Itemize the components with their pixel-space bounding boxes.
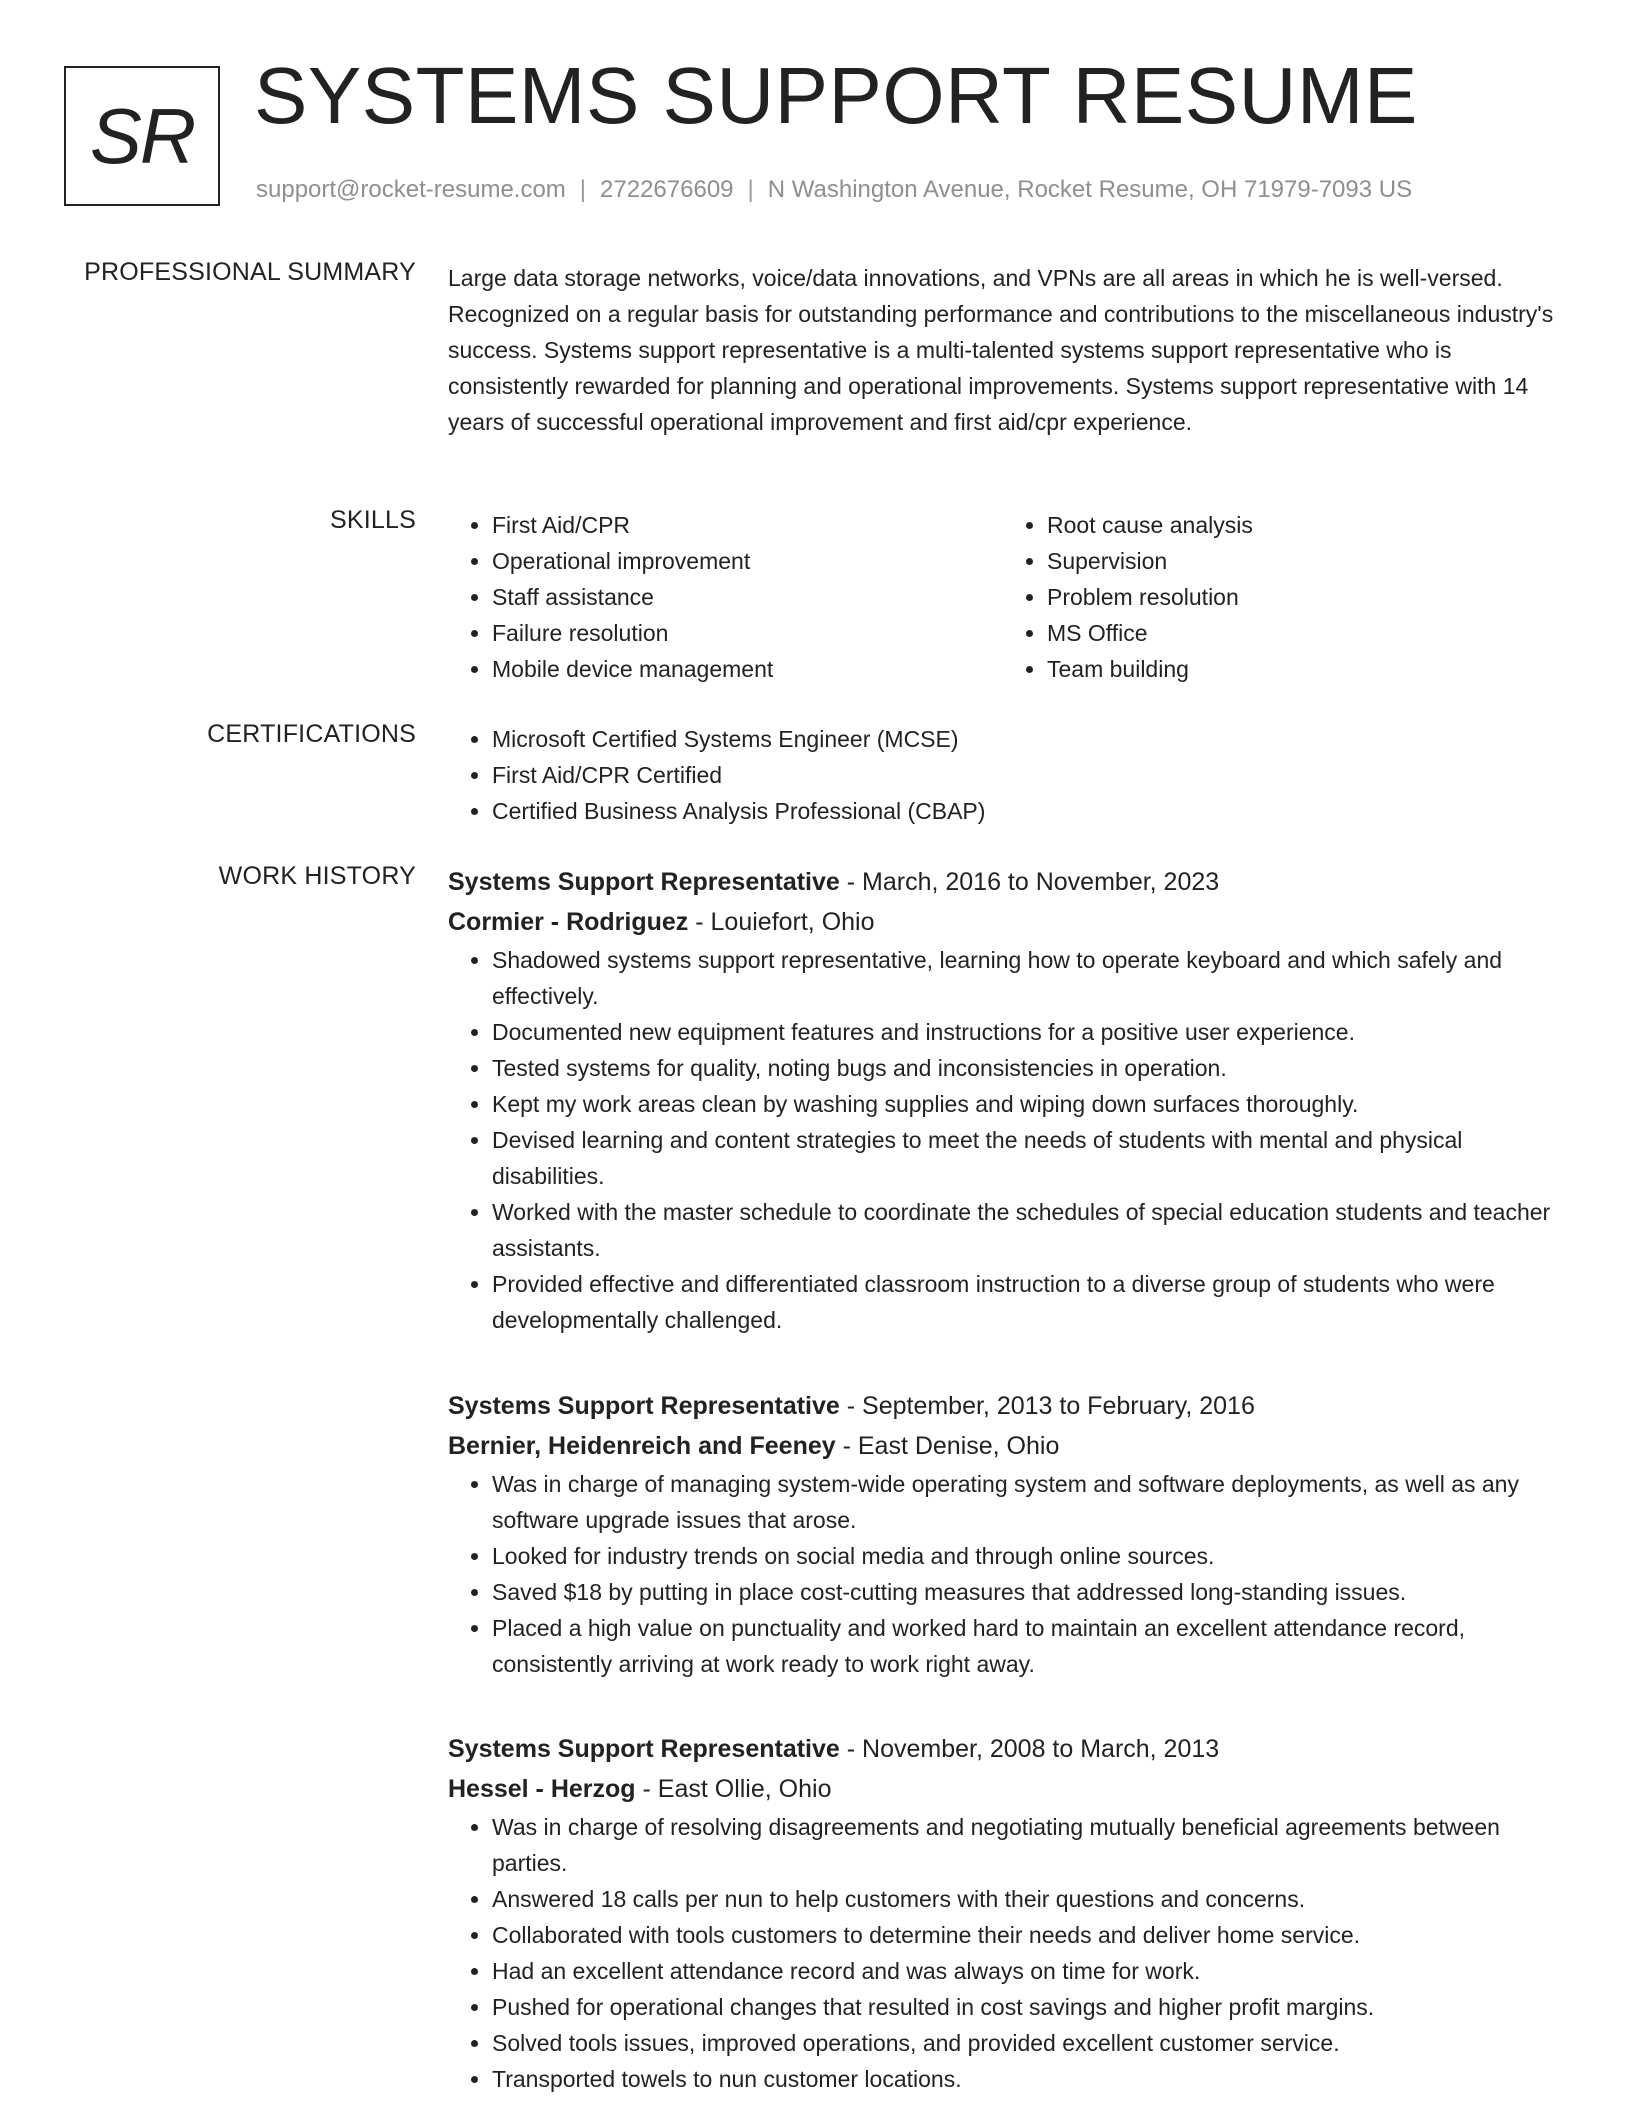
job-role: Systems Support Representative [448,868,840,896]
list-item: • Team building [1047,651,1558,687]
list-item: • MS Office [1047,615,1558,651]
job-role: Systems Support Representative [448,1392,840,1420]
job-dates: - September, 2013 to February, 2016 [846,1392,1255,1420]
job-location: - Louiefort, Ohio [695,908,875,936]
job-entry [448,1729,1558,2097]
job-entry [448,862,1558,1338]
list-item: • Certified Business Analysis Professional (CBAP) [492,793,1558,829]
skills-list-right [1003,507,1558,687]
monogram-logo [64,66,220,206]
list-item: • Documented new equipment features and instructions for a positive user experience. [492,1014,1558,1050]
certifications-list [448,721,1558,829]
list-item: • First Aid/CPR Certified [492,757,1558,793]
job-location: - East Denise, Ohio [842,1432,1060,1460]
list-item: • Failure resolution [492,615,1003,651]
contact-separator: | [747,176,754,203]
job-bullets [448,1809,1558,2097]
summary-text: Large data storage networks, voice/data innovations, and VPNs are all areas in which he is well-versed. Recognized on a regular basis for outstanding performance and contributions to the miscellaneous industry's success. Systems support representative is a multi-talented systems support representative who is consistently rewarded for planning and operational improvements. Systems support representative with 14 years of successful operational improvement and first aid/cpr experience. [448,265,1554,435]
list-item: • Looked for industry trends on social media and through online sources. [492,1538,1558,1574]
list-item: • Root cause analysis [1047,507,1558,543]
list-item: • Kept my work areas clean by washing supplies and wiping down surfaces thoroughly. [492,1086,1558,1122]
list-item: • Problem resolution [1047,579,1558,615]
list-item: • Staff assistance [492,579,1003,615]
job-company-line [448,1426,1558,1466]
resume-title: SYSTEMS SUPPORT RESUME [254,51,1418,140]
list-item: • Tested systems for quality, noting bugs and inconsistencies in operation. [492,1050,1558,1086]
list-item: • Operational improvement [492,543,1003,579]
contact-phone[interactable]: 2722676609 [600,176,734,203]
job-title-line [448,1386,1558,1426]
certifications-body [448,721,1558,829]
list-item: • Collaborated with tools customers to determine their needs and deliver home service. [492,1917,1558,1953]
job-bullets [448,1466,1558,1682]
job-dates: - November, 2008 to March, 2013 [846,1735,1220,1763]
list-item: • Saved $18 by putting in place cost-cutting measures that addressed long-standing issues. [492,1574,1558,1610]
skills-columns [448,507,1558,687]
job-company: Hessel - Herzog [448,1775,636,1803]
list-item: • Microsoft Certified Systems Engineer (MCSE) [492,721,1558,757]
job-company-line [448,902,1558,942]
monogram-text: SR [89,91,195,180]
list-item: • Had an excellent attendance record and was always on time for work. [492,1953,1558,1989]
list-item: • Mobile device management [492,651,1003,687]
list-item: • Placed a high value on punctuality and worked hard to maintain an excellent attendance record, consistently arriving at work ready to work right away. [492,1610,1558,1682]
section-title: CERTIFICATIONS [207,720,416,748]
list-item: • Was in charge of managing system-wide operating system and software deployments, as well as any software upgrade issues that arose. [492,1466,1558,1538]
job-location: - East Ollie, Ohio [642,1775,832,1803]
list-item: • Was in charge of resolving disagreements and negotiating mutually beneficial agreements between parties. [492,1809,1558,1881]
contact-line [256,176,1412,204]
list-item: • Shadowed systems support representative, learning how to operate keyboard and which safely and effectively. [492,942,1558,1014]
list-item: • Worked with the master schedule to coordinate the schedules of special education students and teacher assistants. [492,1194,1558,1266]
job-company: Cormier - Rodriguez [448,908,689,936]
job-company-line [448,1769,1558,1809]
list-item: • Pushed for operational changes that resulted in cost savings and higher profit margins. [492,1989,1558,2025]
list-item: • First Aid/CPR [492,507,1003,543]
job-entry [448,1386,1558,1682]
skills-list-left [448,507,1003,687]
contact-separator: | [579,176,587,203]
job-role: Systems Support Representative [448,1735,840,1763]
list-item: • Provided effective and differentiated classroom instruction to a diverse group of students who were developmentally challenged. [492,1266,1558,1338]
contact-address: N Washington Avenue, Rocket Resume, OH 71979-7093 US [767,176,1413,203]
job-bullets [448,942,1558,1338]
contact-email[interactable]: support@rocket-resume.com [256,176,566,203]
job-title-line [448,1729,1558,1769]
section-title: SKILLS [330,506,416,534]
section-title: PROFESSIONAL SUMMARY [84,258,416,286]
section-title: WORK HISTORY [218,862,416,890]
job-company: Bernier, Heidenreich and Feeney [448,1432,836,1460]
list-item: • Solved tools issues, improved operations, and provided excellent customer service. [492,2025,1558,2061]
list-item: • Devised learning and content strategies to meet the needs of students with mental and physical disabilities. [492,1122,1558,1194]
list-item: • Transported towels to nun customer locations. [492,2061,1558,2097]
job-title-line [448,862,1558,902]
job-dates: - March, 2016 to November, 2023 [846,868,1220,896]
list-item: • Answered 18 calls per nun to help customers with their questions and concerns. [492,1881,1558,1917]
list-item: • Supervision [1047,543,1558,579]
